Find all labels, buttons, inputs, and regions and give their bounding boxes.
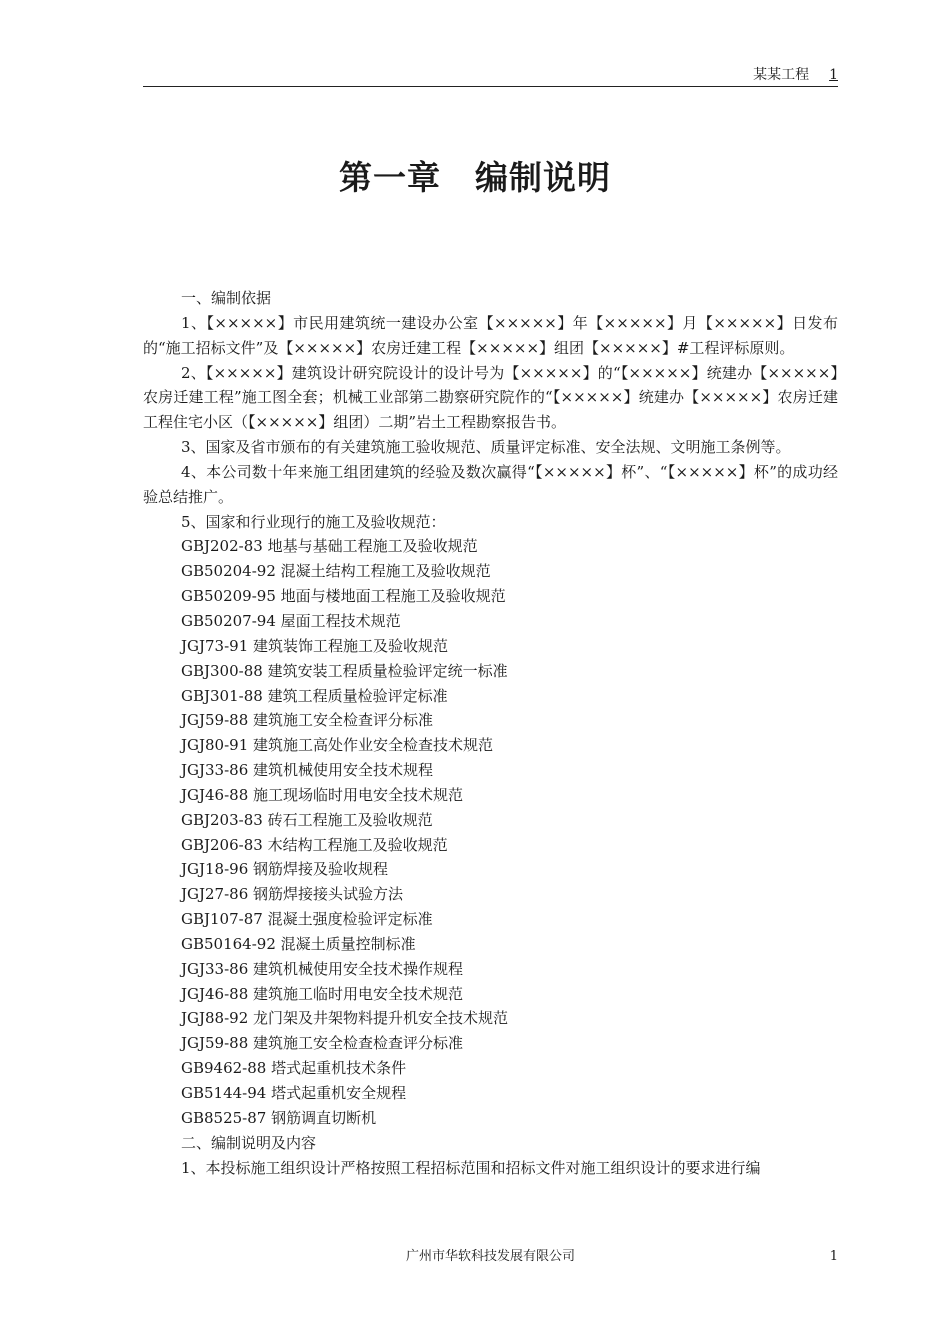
chapter-title: 第一章 编制说明	[339, 158, 611, 197]
standard-item: GB50209-95 地面与楼地面工程施工及验收规范	[181, 587, 506, 606]
section-heading-basis: 一、编制依据	[181, 289, 272, 307]
paragraph-5: 5、国家和行业现行的施工及验收规范：	[181, 512, 446, 531]
standards-list	[143, 534, 838, 1130]
standard-item: JGJ46-88 施工现场临时用电安全技术规范	[181, 785, 464, 804]
standard-item: JGJ59-88 建筑施工安全检查评分标准	[181, 711, 434, 730]
standard-item: GBJ300-88 建筑安装工程质量检验评定统一标准	[181, 661, 508, 680]
standard-item: GB5144-94 塔式起重机安全规程	[181, 1084, 407, 1102]
standard-item: JGJ80-91 建筑施工高处作业安全检查技术规范	[181, 736, 494, 755]
standard-item: JGJ27-86 钢筋焊接接头试验方法	[181, 885, 404, 904]
section-heading-content: 二、编制说明及内容	[181, 1133, 317, 1152]
standard-item: GB50164-92 混凝土质量控制标准	[181, 934, 416, 953]
paragraph-1: 1、【×××××】市民用建筑统一建设办公室【×××××】年【×××××】月【×××××】日发布的“施工招标文件”及【×××××】农房迁建工程【×××××】组团【×××××】#工程评标原则。	[143, 313, 838, 357]
footer-page-number: 1	[829, 1249, 838, 1264]
standard-item: GB8525-87 钢筋调直切断机	[181, 1108, 377, 1127]
header-project-name: 某某工程	[753, 67, 810, 83]
standard-item: GBJ202-83 地基与基础工程施工及验收规范	[181, 537, 478, 556]
standard-item: GBJ107-87 混凝土强度检验评定标准	[181, 910, 433, 929]
standard-item: JGJ46-88 建筑施工临时用电安全技术规范	[181, 984, 464, 1003]
standard-item: GB50204-92 混凝土结构工程施工及验收规范	[181, 562, 491, 581]
standard-item: GB50207-94 屋面工程技术规范	[181, 611, 401, 630]
standard-item: JGJ33-86 建筑机械使用安全技术规程	[181, 761, 434, 780]
header-page-number: 1	[829, 67, 838, 83]
standard-item: JGJ59-88 建筑施工安全检查检查评分标准	[181, 1034, 464, 1053]
standard-item: GB9462-88 塔式起重机技术条件	[181, 1059, 407, 1078]
standard-item: GBJ301-88 建筑工程质量检验评定标准	[181, 686, 448, 705]
paragraph-3: 3、国家及省市颁布的有关建筑施工验收规范、质量评定标准、安全法规、文明施工条例等。	[181, 438, 791, 457]
paragraph-6: 1、本投标施工组织设计严格按照工程招标范围和招标文件对施工组织设计的要求进行编	[181, 1158, 761, 1177]
standard-item: JGJ88-92 龙门架及井架物料提升机安全技术规范	[181, 1009, 509, 1028]
standard-item: GBJ206-83 木结构工程施工及验收规范	[181, 835, 448, 854]
standard-item: JGJ33-86 建筑机械使用安全技术操作规程	[181, 959, 464, 978]
standard-item: JGJ18-96 钢筋焊接及验收规程	[181, 860, 389, 879]
page-header	[143, 66, 838, 87]
document-body	[143, 286, 838, 1180]
page-footer	[143, 1248, 838, 1268]
paragraph-2: 2、【×××××】建筑设计研究院设计的设计号为【×××××】的“【×××××】统建办【×××××】农房迁建工程”施工图全套；机械工业部第二勘察研究院作的“【×××××】统建办【×××××】农房迁建工程住宅小区（【×××××】组团）二期”岩土工程勘察报告书。	[143, 363, 838, 432]
footer-company-name: 广州市华软科技发展有限公司	[405, 1249, 575, 1264]
standard-item: GBJ203-83 砖石工程施工及验收规范	[181, 810, 433, 829]
paragraph-4: 4、本公司数十年来施工组团建筑的经验及数次赢得“【×××××】杯”、“【×××××】杯”的成功经验总结推广。	[143, 462, 838, 506]
header-text	[753, 66, 838, 84]
standard-item: JGJ73-91 建筑装饰工程施工及验收规范	[181, 636, 449, 655]
